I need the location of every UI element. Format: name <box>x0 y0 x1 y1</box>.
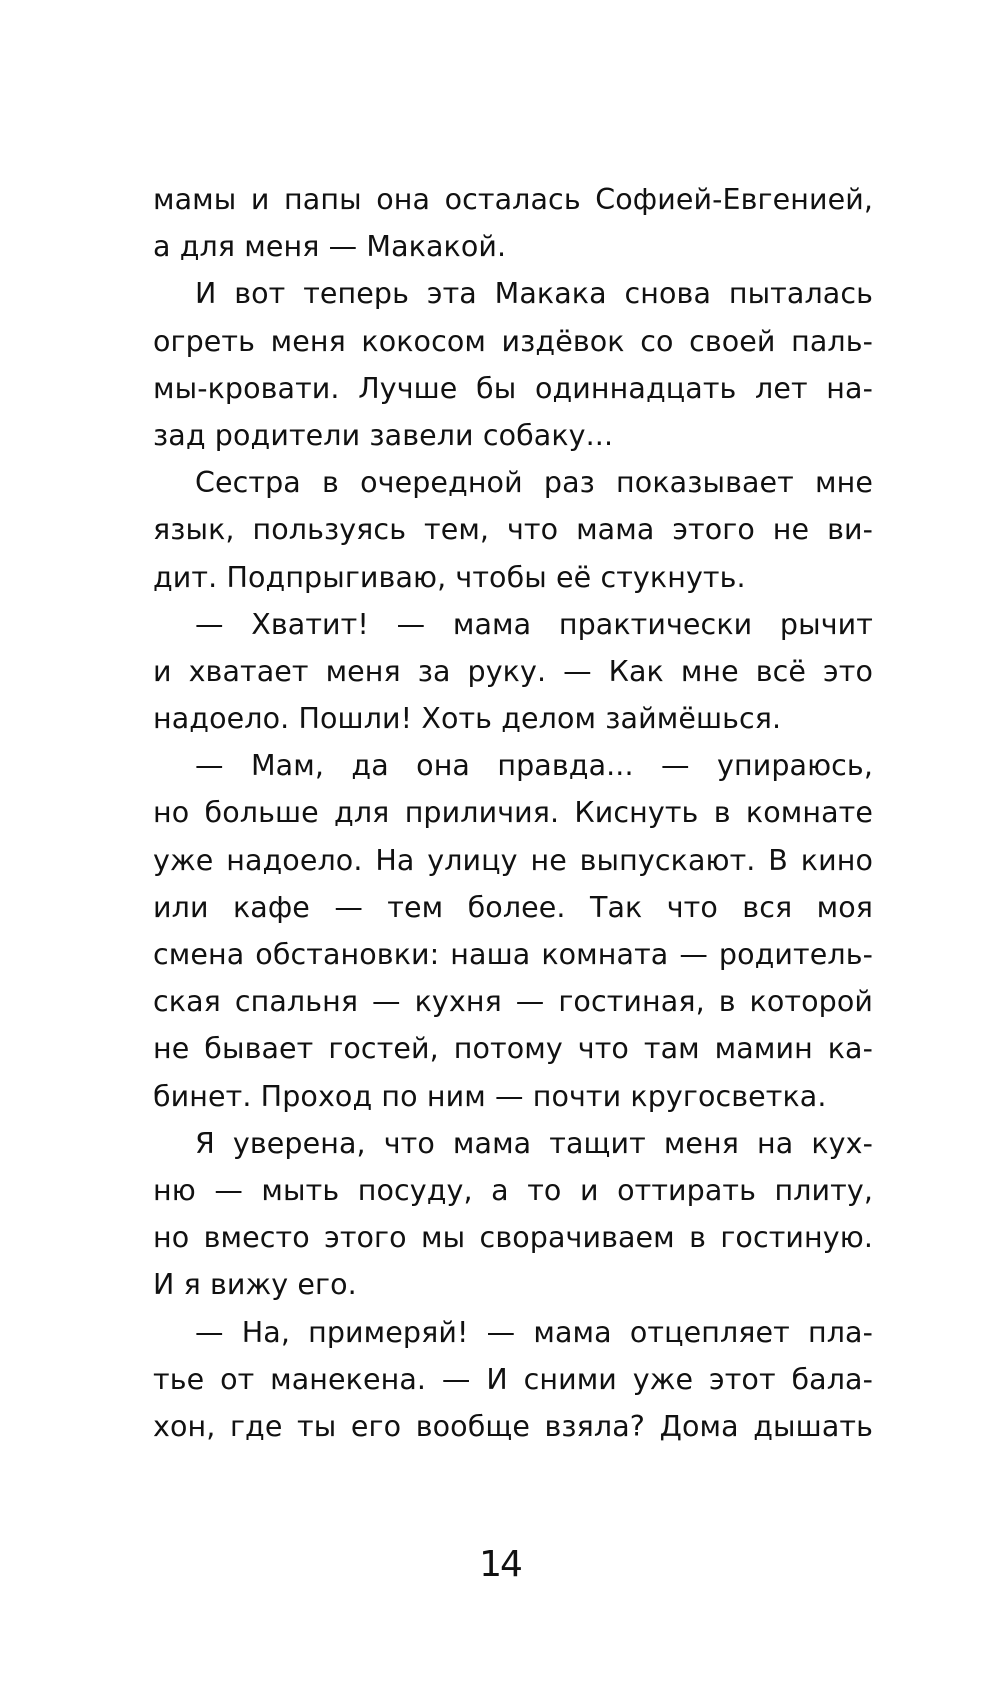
text-line: Я уверена, что мама тащит меня на кух- <box>195 1126 873 1160</box>
text-line: уже надоело. На улицу не выпускают. В кино <box>153 843 873 877</box>
text-line: И вот теперь эта Макака снова пыталась <box>195 277 873 311</box>
page-number: 14 <box>479 1544 521 1585</box>
text-line: тье от манекена. — И сними уже этот бала- <box>153 1362 873 1396</box>
text-line: но больше для приличия. Киснуть в комнате <box>153 796 873 830</box>
text-line: мы-кровати. Лучше бы одиннадцать лет на- <box>153 371 873 405</box>
body-text <box>153 176 873 1450</box>
text-line: зад родители завели собаку... <box>153 418 614 452</box>
text-line: но вместо этого мы сворачиваем в гостиную. <box>153 1221 873 1255</box>
text-line: и хватает меня за руку. — Как мне всё это <box>153 654 873 688</box>
text-line: И я вижу его. <box>153 1268 357 1302</box>
text-line: не бывает гостей, потому что там мамин ка- <box>153 1032 873 1066</box>
text-line: ская спальня — кухня — гостиная, в которой <box>153 985 873 1019</box>
text-line: — Мам, да она правда... — упираюсь, <box>195 749 873 783</box>
text-line: — На, примеряй! — мама отцепляет пла- <box>195 1315 873 1349</box>
text-line: ню — мыть посуду, а то и оттирать плиту, <box>153 1173 873 1207</box>
text-line: — Хватит! — мама практически рычит <box>195 607 873 641</box>
text-line: или кафе — тем более. Так что вся моя <box>153 890 873 924</box>
text-line: бинет. Проход по ним — почти кругосветка. <box>153 1079 827 1113</box>
text-line: хон, где ты его вообще взяла? Дома дышать <box>153 1409 873 1443</box>
text-line: Сестра в очередной раз показывает мне <box>195 466 873 500</box>
text-line: язык, пользуясь тем, что мама этого не ви- <box>153 513 873 547</box>
text-line: а для меня — Макакой. <box>153 230 507 264</box>
text-line: смена обстановки: наша комната — родитель- <box>153 938 873 971</box>
text-line: мамы и папы она осталась Софией-Евгенией, <box>153 183 873 216</box>
text-line: огреть меня кокосом издёвок со своей паль- <box>153 324 873 358</box>
text-line: дит. Подпрыгиваю, чтобы её стукнуть. <box>153 560 746 594</box>
text-line: надоело. Пошли! Хоть делом займёшься. <box>153 702 782 736</box>
